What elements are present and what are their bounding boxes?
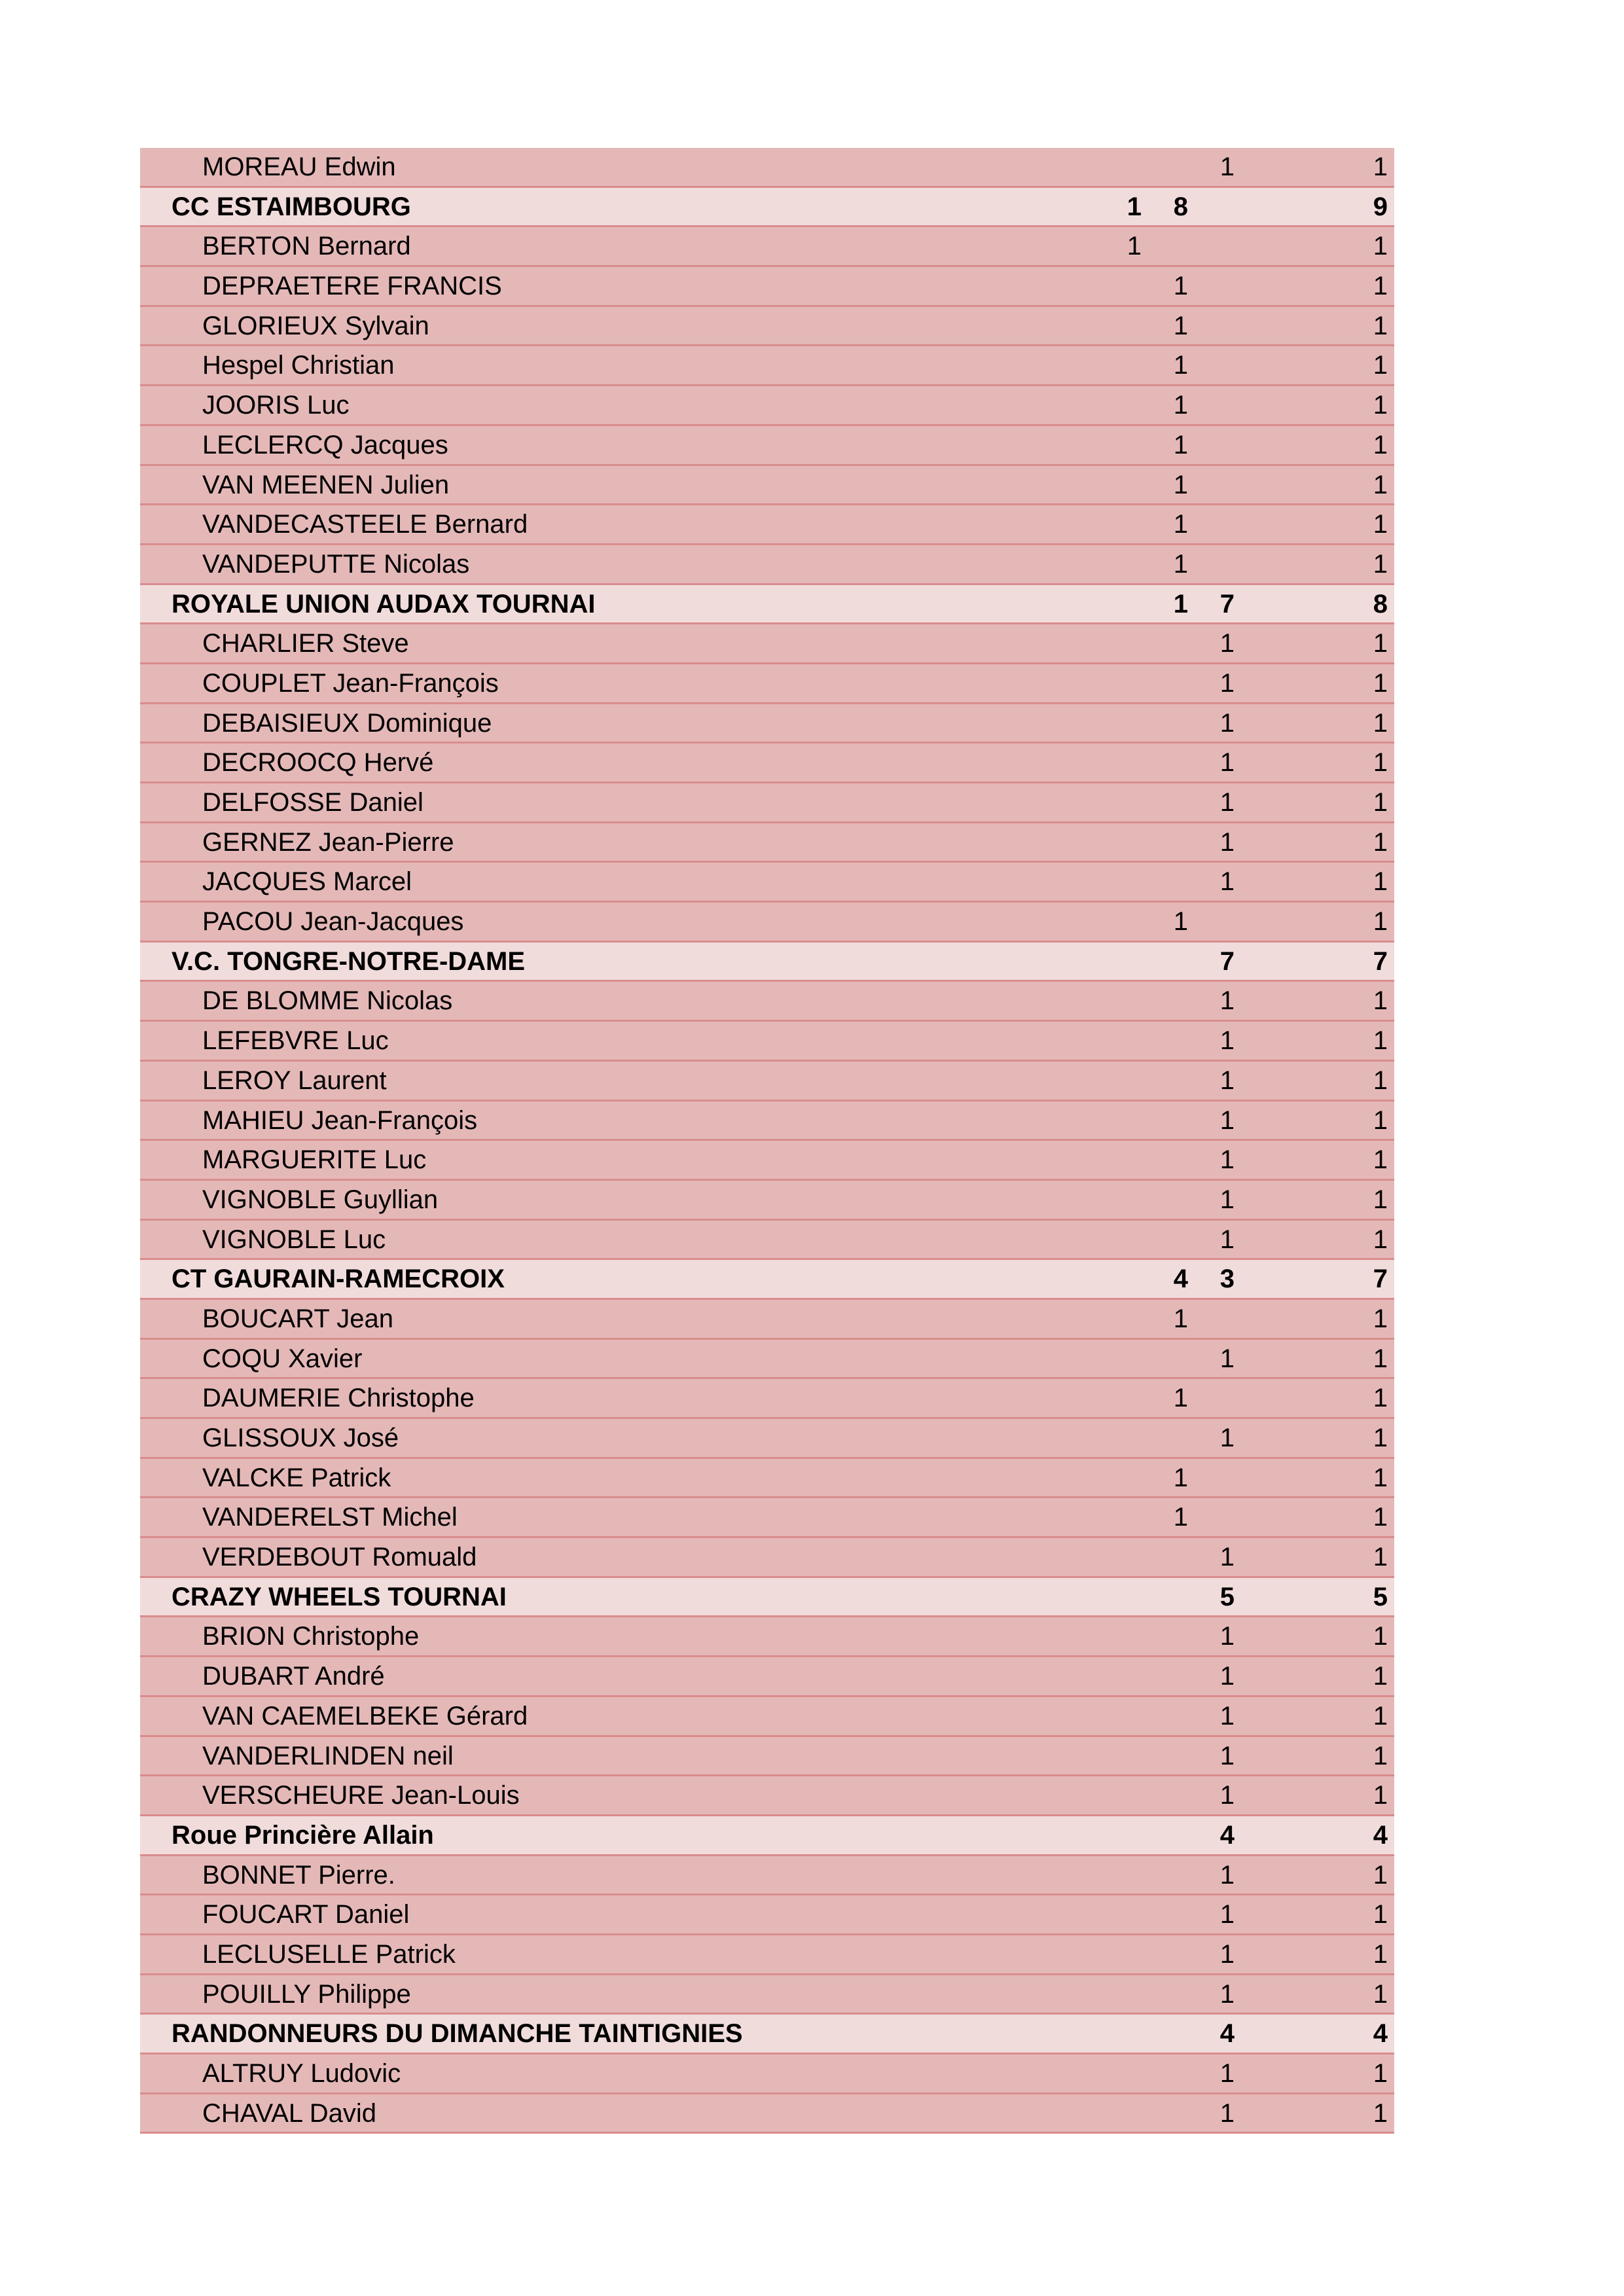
total-cell: 1: [1373, 1185, 1388, 1214]
member-row: [140, 1102, 1394, 1141]
col2-cell: 1: [1173, 510, 1188, 539]
name-cell: COUPLET Jean-François: [202, 668, 499, 698]
name-cell: ROYALE UNION AUDAX TOURNAI: [171, 589, 596, 619]
name-cell: VIGNOBLE Guyllian: [202, 1185, 439, 1214]
col2-cell: 1: [1173, 1463, 1188, 1492]
total-cell: 1: [1373, 1026, 1388, 1056]
name-cell: POUILLY Philippe: [202, 1979, 411, 2009]
col3-cell: 5: [1219, 1582, 1235, 1611]
name-cell: MAHIEU Jean-François: [202, 1105, 478, 1135]
total-cell: 1: [1373, 1145, 1388, 1175]
col3-cell: 1: [1219, 1105, 1235, 1135]
name-cell: FOUCART Daniel: [202, 1900, 410, 1929]
member-row: [140, 1340, 1394, 1380]
name-cell: BONNET Pierre.: [202, 1860, 395, 1890]
member-row: [140, 2054, 1394, 2094]
total-cell: 1: [1373, 391, 1388, 420]
name-cell: CT GAURAIN-RAMECROIX: [171, 1265, 505, 1294]
name-cell: RANDONNEURS DU DIMANCHE TAINTIGNIES: [171, 2019, 743, 2049]
club-row: [140, 1260, 1394, 1300]
col3-cell: 1: [1219, 1900, 1235, 1929]
total-cell: 1: [1373, 867, 1388, 897]
total-cell: 1: [1373, 232, 1388, 261]
member-row: [140, 1062, 1394, 1102]
member-row: [140, 1617, 1394, 1657]
name-cell: BERTON Bernard: [202, 232, 411, 261]
name-cell: DECROOCQ Hervé: [202, 748, 434, 778]
col3-cell: 1: [1219, 629, 1235, 658]
name-cell: DEBAISIEUX Dominique: [202, 708, 492, 738]
member-row: [140, 664, 1394, 704]
total-cell: 1: [1373, 2059, 1388, 2088]
member-row: [140, 1856, 1394, 1896]
name-cell: DE BLOMME Nicolas: [202, 986, 453, 1016]
total-cell: 9: [1373, 192, 1388, 221]
member-row: [140, 1022, 1394, 1062]
total-cell: 1: [1373, 708, 1388, 738]
total-cell: 1: [1373, 1860, 1388, 1890]
col3-cell: 1: [1219, 1781, 1235, 1810]
total-cell: 1: [1373, 788, 1388, 817]
total-cell: 1: [1373, 1344, 1388, 1373]
name-cell: DUBART André: [202, 1662, 385, 1691]
col3-cell: 1: [1219, 1939, 1235, 1969]
total-cell: 1: [1373, 668, 1388, 698]
member-row: [140, 1498, 1394, 1538]
name-cell: GLORIEUX Sylvain: [202, 311, 429, 340]
total-cell: 4: [1373, 1820, 1388, 1850]
name-cell: VAN MEENEN Julien: [202, 470, 450, 499]
name-cell: CRAZY WHEELS TOURNAI: [171, 1582, 507, 1611]
name-cell: CHARLIER Steve: [202, 629, 409, 658]
name-cell: VERDEBOUT Romuald: [202, 1543, 477, 1572]
member-row: [140, 426, 1394, 466]
member-row: [140, 1895, 1394, 1935]
name-cell: V.C. TONGRE-NOTRE-DAME: [171, 946, 526, 976]
name-cell: VERSCHEURE Jean-Louis: [202, 1781, 520, 1810]
col3-cell: 4: [1219, 2019, 1235, 2049]
col3-cell: 1: [1219, 708, 1235, 738]
total-cell: 1: [1373, 430, 1388, 459]
total-cell: 1: [1373, 1979, 1388, 2009]
member-row: [140, 863, 1394, 903]
name-cell: LECLERCQ Jacques: [202, 430, 448, 459]
name-cell: GLISSOUX José: [202, 1424, 399, 1452]
col2-cell: 8: [1173, 192, 1188, 221]
total-cell: 1: [1373, 1304, 1388, 1333]
total-cell: 1: [1373, 1424, 1388, 1452]
col2-cell: 4: [1173, 1265, 1188, 1294]
member-row: [140, 227, 1394, 267]
col3-cell: 1: [1219, 1344, 1235, 1373]
total-cell: 1: [1373, 1503, 1388, 1532]
total-cell: 7: [1373, 946, 1388, 976]
col2-cell: 1: [1173, 589, 1188, 619]
col2-cell: 1: [1173, 272, 1188, 301]
name-cell: MOREAU Edwin: [202, 152, 396, 181]
member-row: [140, 346, 1394, 386]
col3-cell: 1: [1219, 1701, 1235, 1731]
total-cell: 1: [1373, 1105, 1388, 1135]
name-cell: CC ESTAIMBOURG: [171, 192, 411, 221]
total-cell: 1: [1373, 1543, 1388, 1572]
total-cell: 1: [1373, 1662, 1388, 1691]
col3-cell: 1: [1219, 986, 1235, 1016]
col2-cell: 1: [1173, 549, 1188, 579]
total-cell: 1: [1373, 1463, 1388, 1492]
results-table: [140, 148, 1394, 2134]
name-cell: LEROY Laurent: [202, 1066, 387, 1095]
member-row: [140, 267, 1394, 307]
name-cell: JOORIS Luc: [202, 391, 350, 420]
col3-cell: 1: [1219, 152, 1235, 181]
col3-cell: 7: [1219, 589, 1235, 619]
col3-cell: 1: [1219, 748, 1235, 778]
member-row: [140, 466, 1394, 506]
name-cell: BRION Christophe: [202, 1622, 420, 1651]
member-row: [140, 982, 1394, 1022]
col1-cell: 1: [1127, 232, 1142, 261]
total-cell: 1: [1373, 272, 1388, 301]
total-cell: 1: [1373, 152, 1388, 181]
total-cell: 1: [1373, 1781, 1388, 1810]
member-row: [140, 903, 1394, 942]
name-cell: DEPRAETERE FRANCIS: [202, 272, 502, 301]
col3-cell: 1: [1219, 1741, 1235, 1770]
member-row: [140, 1697, 1394, 1737]
member-row: [140, 1538, 1394, 1578]
member-row: [140, 1221, 1394, 1261]
col3-cell: 7: [1219, 946, 1235, 976]
member-row: [140, 148, 1394, 188]
col3-cell: 1: [1219, 1979, 1235, 2009]
member-row: [140, 704, 1394, 744]
total-cell: 5: [1373, 1582, 1388, 1611]
total-cell: 4: [1373, 2019, 1388, 2049]
name-cell: VANDECASTEELE Bernard: [202, 510, 528, 539]
col3-cell: 1: [1219, 827, 1235, 857]
total-cell: 1: [1373, 986, 1388, 1016]
total-cell: 1: [1373, 311, 1388, 340]
total-cell: 1: [1373, 1622, 1388, 1651]
club-row: [140, 2015, 1394, 2054]
member-row: [140, 2094, 1394, 2134]
club-row: [140, 585, 1394, 625]
total-cell: 1: [1373, 351, 1388, 380]
total-cell: 1: [1373, 1225, 1388, 1254]
name-cell: VANDERLINDEN neil: [202, 1741, 454, 1770]
member-row: [140, 505, 1394, 545]
col3-cell: 1: [1219, 1066, 1235, 1095]
member-row: [140, 1141, 1394, 1181]
name-cell: DELFOSSE Daniel: [202, 788, 424, 817]
member-row: [140, 1975, 1394, 2015]
total-cell: 1: [1373, 907, 1388, 937]
col3-cell: 1: [1219, 1662, 1235, 1691]
total-cell: 1: [1373, 549, 1388, 579]
member-row: [140, 545, 1394, 585]
total-cell: 1: [1373, 1701, 1388, 1731]
col2-cell: 1: [1173, 391, 1188, 420]
name-cell: VANDERELST Michel: [202, 1503, 458, 1532]
member-row: [140, 1657, 1394, 1697]
total-cell: 1: [1373, 2098, 1388, 2128]
name-cell: VANDEPUTTE Nicolas: [202, 549, 470, 579]
member-row: [140, 1737, 1394, 1777]
member-row: [140, 1776, 1394, 1816]
name-cell: LECLUSELLE Patrick: [202, 1939, 456, 1969]
member-row: [140, 1181, 1394, 1221]
name-cell: VIGNOBLE Luc: [202, 1225, 386, 1254]
total-cell: 1: [1373, 510, 1388, 539]
club-row: [140, 942, 1394, 982]
col3-cell: 3: [1219, 1265, 1235, 1294]
total-cell: 7: [1373, 1265, 1388, 1294]
total-cell: 1: [1373, 827, 1388, 857]
col3-cell: 1: [1219, 1622, 1235, 1651]
name-cell: JACQUES Marcel: [202, 867, 412, 897]
member-row: [140, 744, 1394, 783]
col3-cell: 1: [1219, 867, 1235, 897]
col1-cell: 1: [1127, 192, 1142, 221]
col3-cell: 1: [1219, 1026, 1235, 1056]
member-row: [140, 307, 1394, 347]
col2-cell: 1: [1173, 907, 1188, 937]
col3-cell: 1: [1219, 1225, 1235, 1254]
name-cell: CHAVAL David: [202, 2098, 377, 2128]
member-row: [140, 1459, 1394, 1499]
col2-cell: 1: [1173, 1304, 1188, 1333]
total-cell: 1: [1373, 748, 1388, 778]
total-cell: 8: [1373, 589, 1388, 619]
col3-cell: 1: [1219, 2059, 1235, 2088]
member-row: [140, 783, 1394, 823]
total-cell: 1: [1373, 1900, 1388, 1929]
col3-cell: 4: [1219, 1820, 1235, 1850]
col2-cell: 1: [1173, 311, 1188, 340]
col2-cell: 1: [1173, 1503, 1188, 1532]
col3-cell: 1: [1219, 1860, 1235, 1890]
col3-cell: 1: [1219, 1543, 1235, 1572]
total-cell: 1: [1373, 470, 1388, 499]
col3-cell: 1: [1219, 788, 1235, 817]
name-cell: MARGUERITE Luc: [202, 1145, 427, 1175]
club-row: [140, 1816, 1394, 1856]
col2-cell: 1: [1173, 351, 1188, 380]
col3-cell: 1: [1219, 1424, 1235, 1452]
name-cell: LEFEBVRE Luc: [202, 1026, 389, 1056]
col3-cell: 1: [1219, 1185, 1235, 1214]
col3-cell: 1: [1219, 1145, 1235, 1175]
member-row: [140, 1300, 1394, 1340]
total-cell: 1: [1373, 1066, 1388, 1095]
name-cell: ALTRUY Ludovic: [202, 2059, 401, 2088]
club-row: [140, 1578, 1394, 1618]
member-row: [140, 823, 1394, 863]
name-cell: VALCKE Patrick: [202, 1463, 391, 1492]
name-cell: PACOU Jean-Jacques: [202, 907, 464, 937]
member-row: [140, 1419, 1394, 1459]
col2-cell: 1: [1173, 1384, 1188, 1413]
name-cell: Hespel Christian: [202, 351, 395, 380]
col2-cell: 1: [1173, 470, 1188, 499]
name-cell: VAN CAEMELBEKE Gérard: [202, 1701, 528, 1731]
col2-cell: 1: [1173, 430, 1188, 459]
total-cell: 1: [1373, 629, 1388, 658]
member-row: [140, 1935, 1394, 1975]
name-cell: DAUMERIE Christophe: [202, 1384, 475, 1413]
member-row: [140, 1379, 1394, 1419]
name-cell: GERNEZ Jean-Pierre: [202, 827, 454, 857]
member-row: [140, 624, 1394, 664]
name-cell: COQU Xavier: [202, 1344, 363, 1373]
club-row: [140, 188, 1394, 228]
col3-cell: 1: [1219, 2098, 1235, 2128]
name-cell: BOUCART Jean: [202, 1304, 393, 1333]
name-cell: Roue Princière Allain: [171, 1820, 434, 1850]
total-cell: 1: [1373, 1939, 1388, 1969]
total-cell: 1: [1373, 1741, 1388, 1770]
col3-cell: 1: [1219, 668, 1235, 698]
member-row: [140, 386, 1394, 426]
total-cell: 1: [1373, 1384, 1388, 1413]
